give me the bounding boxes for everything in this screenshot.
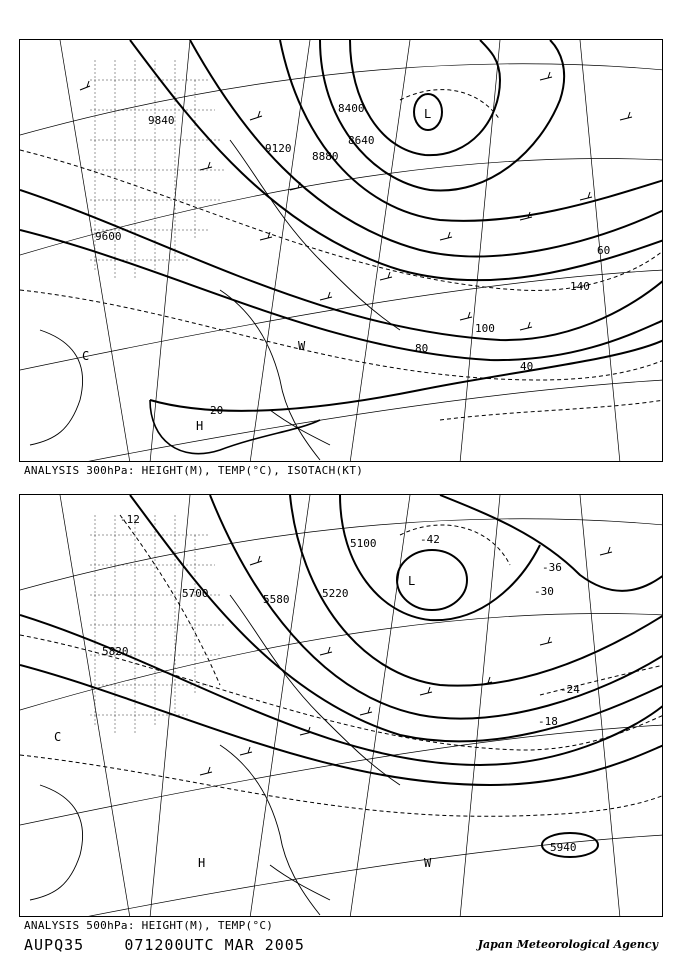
height-contours	[20, 495, 663, 857]
isotach-label: 140	[570, 280, 590, 293]
analysis-map-300hpa	[19, 39, 663, 462]
isotach-label: 100	[475, 322, 495, 335]
low-center-marker: L	[424, 107, 432, 121]
height-label: 5100	[350, 537, 377, 550]
high-center-marker: H	[198, 856, 206, 870]
height-label: 5940	[550, 841, 577, 854]
high-center-marker: H	[196, 419, 204, 433]
low-center-marker: L	[408, 574, 416, 588]
cold-marker: C	[54, 730, 62, 744]
product-header	[24, 936, 305, 954]
map-300hpa-graphic	[20, 40, 663, 462]
height-label: 9120	[265, 142, 292, 155]
analysis-map-500hpa	[19, 494, 663, 917]
height-label: 9840	[148, 114, 175, 127]
height-label: 8400	[338, 102, 365, 115]
temp-label: -36	[542, 561, 562, 574]
height-label: 5220	[322, 587, 349, 600]
temp-label: -24	[560, 683, 580, 696]
isotach-label: 60	[597, 244, 611, 257]
isotherm-contours	[20, 515, 663, 816]
product-code: AUPQ35	[24, 936, 85, 954]
temp-label: -12	[120, 513, 140, 526]
height-label: 5700	[182, 587, 209, 600]
coastline	[30, 595, 400, 915]
caption-300hpa: ANALYSIS 300hPa: HEIGHT(M), TEMP(°C), ISOTACH(KT)	[24, 464, 364, 477]
height-label: 8640	[348, 134, 375, 147]
isotach-label: 40	[520, 360, 534, 373]
isotach-label: 20	[210, 404, 224, 417]
warm-marker: W	[424, 856, 432, 870]
map-500hpa-graphic	[20, 495, 663, 917]
height-label: 8880	[312, 150, 339, 163]
height-label: 5580	[263, 593, 290, 606]
height-label: 9600	[95, 230, 122, 243]
height-contours	[20, 40, 663, 411]
caption-500hpa: ANALYSIS 500hPa: HEIGHT(M), TEMP(°C)	[24, 919, 274, 932]
temp-label: -42	[420, 533, 440, 546]
temp-label: -18	[538, 715, 558, 728]
temp-label: -30	[534, 585, 554, 598]
isotach-label: 80	[415, 342, 429, 355]
height-label: 5820	[102, 645, 129, 658]
warm-marker: W	[298, 339, 306, 353]
valid-time: 071200UTC MAR 2005	[124, 936, 305, 954]
wind-barbs	[200, 547, 612, 775]
agency-name: Japan Meteorological Agency	[477, 938, 658, 951]
isotherm-contours	[20, 90, 663, 420]
cold-marker: C	[82, 349, 90, 363]
